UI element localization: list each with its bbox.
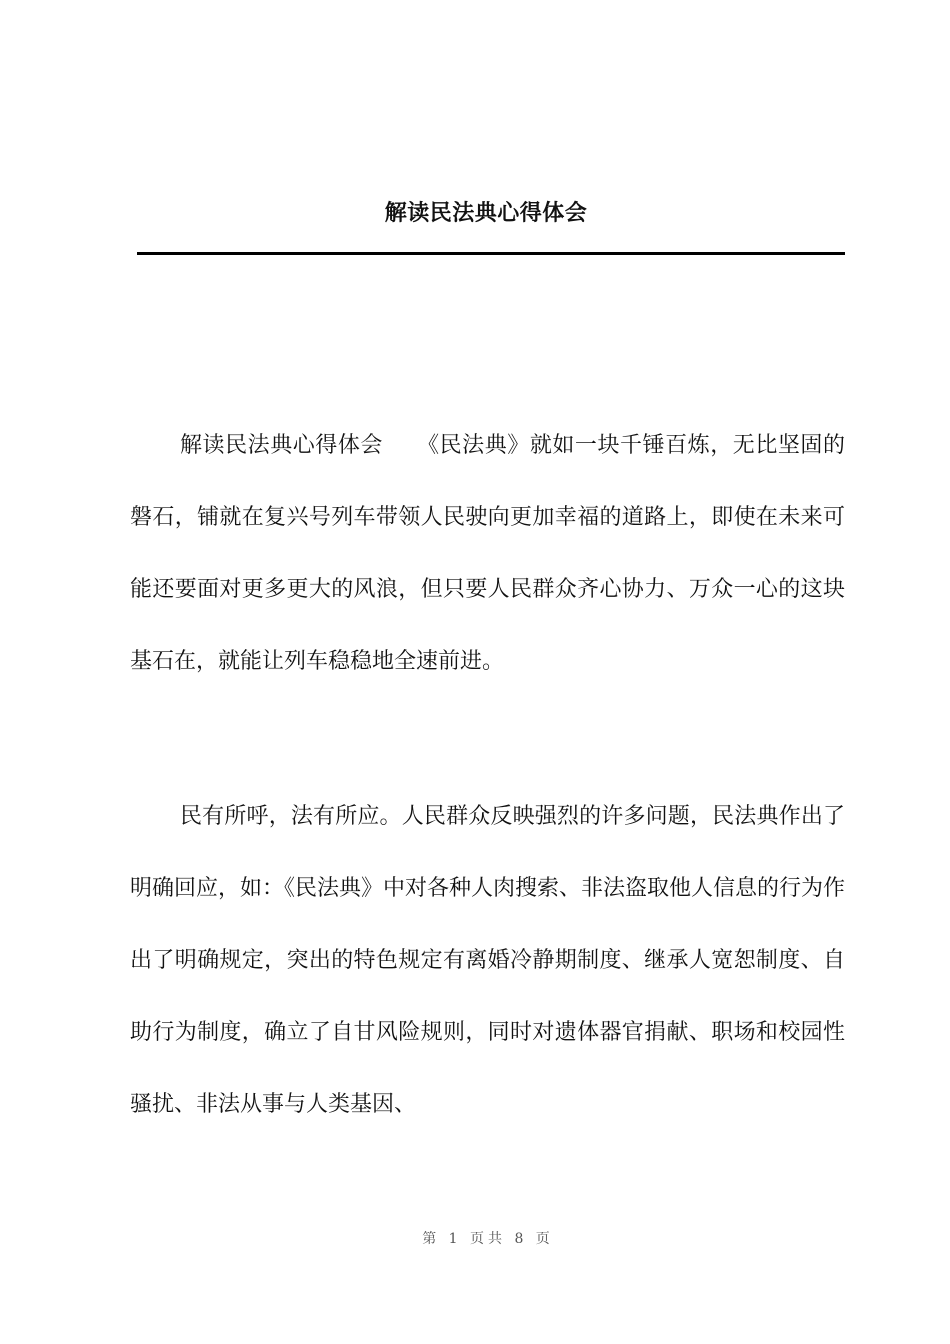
document-title: 解读民法典心得体会 — [384, 201, 588, 226]
body-paragraph: 解读民法典心得体会 《民法典》就如一块千锤百炼，无比坚固的磐石，铺就在复兴号列车带领人民驶向更加幸福的道路上，即使在未来可能还要面对更多更大的风浪，但只要人民群众齐心协力、万众一心的这块基石在，就能让列车稳稳地全速前进。 — [130, 433, 845, 674]
page-number-footer: 第 1 页共 8 页 — [422, 1231, 554, 1247]
body-paragraph: 民有所呼，法有所应。人民群众反映强烈的许多问题，民法典作出了明确回应，如：《民法典》中对各种人肉搜索、非法盗取他人信息的行为作出了明确规定，突出的特色规定有离婚冷静期制度、继承人宽恕制度、自助行为制度，确立了自甘风险规则，同时对遗体器官捐献、职场和校园性骚扰、非法从事与人类基因、 — [130, 804, 846, 1117]
title-underline — [137, 252, 845, 255]
